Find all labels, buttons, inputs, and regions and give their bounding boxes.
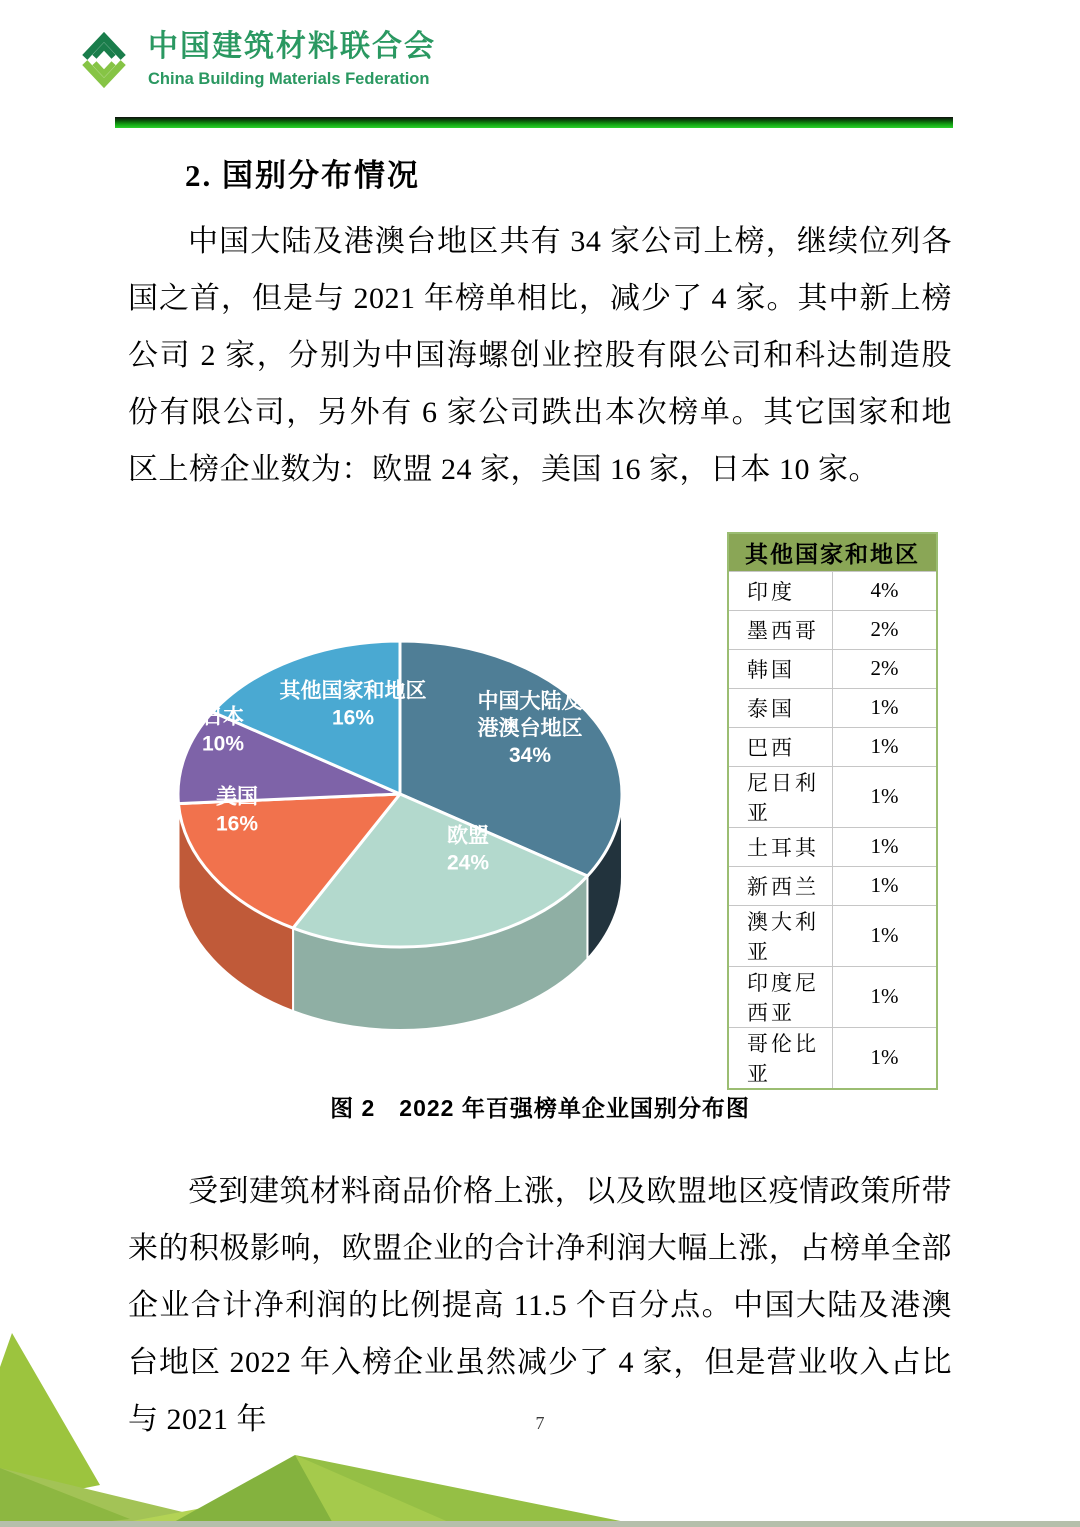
- pie-slice-label: 日本 10%: [201, 705, 245, 756]
- figure-caption: 图 2 2022 年百强榜单企业国别分布图: [330, 1095, 750, 1121]
- table-row: [728, 649, 937, 688]
- section-heading: 2. 国别分布情况: [185, 158, 420, 193]
- percent-cell: 1%: [833, 966, 938, 1027]
- pie-slice-label: 其他国家和地区 16%: [279, 679, 427, 730]
- country-cell: 新西兰: [728, 866, 833, 905]
- table-row: [728, 688, 937, 727]
- country-cell: 土耳其: [728, 827, 833, 866]
- table-row: [728, 966, 937, 1027]
- body-paragraph-1: 中国大陆及港澳台地区共有 34 家公司上榜，继续位列各国之首，但是与 2021 年榜单相比，减少了 4 家。其中新上榜公司 2 家，分别为中国海螺创业控股有限公司和科达制造股份有限公司，另外有 6 家公司跌出本次榜单。其它国家和地区上榜企业数为：欧盟 24 家，美国 16 家，日本 10 家。: [128, 225, 952, 486]
- footer-decoration-triangles: [0, 1327, 700, 1527]
- country-cell: 墨西哥: [728, 610, 833, 649]
- pie-chart: [155, 615, 695, 1045]
- percent-cell: 1%: [833, 866, 938, 905]
- pie-slice-label: 欧盟 24%: [446, 824, 490, 875]
- country-cell: 韩国: [728, 649, 833, 688]
- table-row: [728, 571, 937, 610]
- logo-subtitle: China Building Materials Federation: [148, 70, 430, 88]
- logo-title: 中国建筑材料联合会: [148, 30, 436, 63]
- table-header: 其他国家和地区: [728, 533, 937, 571]
- logo-mark-icon: [72, 22, 136, 98]
- pie-slice-label: 中国大陆及港澳台地区 34%: [477, 690, 583, 767]
- org-logo: [72, 22, 436, 98]
- pie-slice-label: 美国 16%: [215, 785, 259, 836]
- country-cell: 尼日利亚: [728, 766, 833, 827]
- percent-cell: 2%: [833, 649, 938, 688]
- table-row: [728, 1027, 937, 1089]
- table-row: [728, 866, 937, 905]
- country-cell: 澳大利亚: [728, 905, 833, 966]
- percent-cell: 2%: [833, 610, 938, 649]
- country-cell: 巴西: [728, 727, 833, 766]
- country-cell: 泰国: [728, 688, 833, 727]
- percent-cell: 1%: [833, 1027, 938, 1089]
- percent-cell: 4%: [833, 571, 938, 610]
- body-paragraph-2: 受到建筑材料商品价格上涨，以及欧盟地区疫情政策所带来的积极影响，欧盟企业的合计净利润大幅上涨，占榜单全部企业合计净利润的比例提高 11.5 个百分点。中国大陆及港澳台地区 2022 年入榜企业虽然减少了 4 家，但是营业收入占比与 2021 年: [128, 1175, 952, 1436]
- country-cell: 印度尼西亚: [728, 966, 833, 1027]
- percent-cell: 1%: [833, 905, 938, 966]
- table-row: [728, 610, 937, 649]
- table-row: [728, 727, 937, 766]
- percent-cell: 1%: [833, 727, 938, 766]
- table-row: [728, 766, 937, 827]
- page-number: 7: [535, 1413, 545, 1433]
- percent-cell: 1%: [833, 688, 938, 727]
- header-divider: [115, 117, 953, 128]
- country-cell: 哥伦比亚: [728, 1027, 833, 1089]
- table-row: [728, 905, 937, 966]
- percent-cell: 1%: [833, 827, 938, 866]
- percent-cell: 1%: [833, 766, 938, 827]
- table-row: [728, 827, 937, 866]
- footer-strip: [0, 1521, 1080, 1527]
- country-cell: 印度: [728, 571, 833, 610]
- other-countries-table: [727, 532, 938, 1090]
